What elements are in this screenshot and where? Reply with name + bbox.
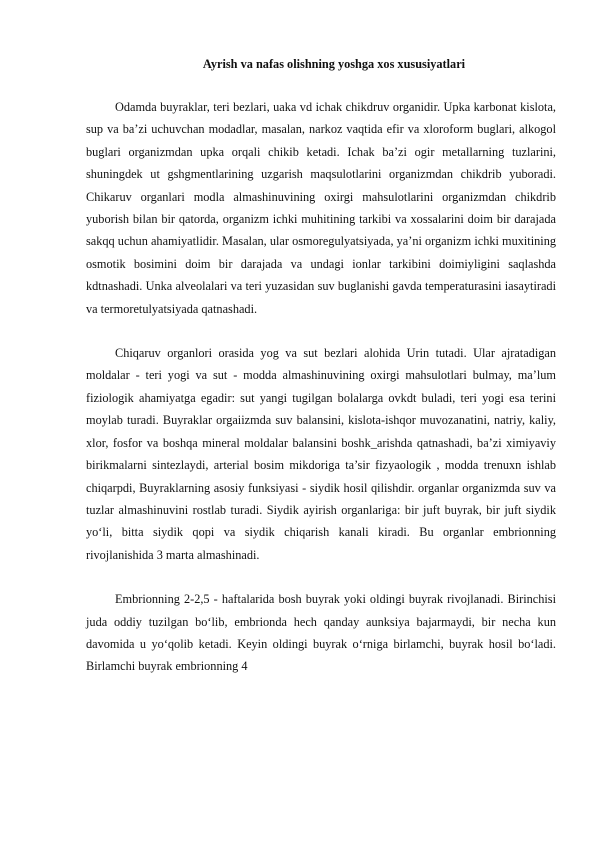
paragraph-2: Chiqaruv organlori orasida yog va sut bezlari alohida Urin tutadi. Ular ajratadigan moldalar - teri yogi va sut - modda almashinuvining oxirgi mahsulotlari bulmay, ma’lum fiziologik ahamiyatga egadir: sut yangi tugilgan bolalarga ovkdt buladi, teri yogi esa terini moylab turadi. Buyraklar orgaiizmda suv balansini, kislota-ishqor muvozanatini, natriy, kaliy, xlor, fosfor va boshqa mineral moldalar balansini boshk_arishda qatnashadi, ba’zi ximiyaviy birikmalarni sintezlaydi, arterial bosim mikdoriga ta’sir fizyaologik , modda trenuxn ishlab chiqarpdi, Buyraklarning asosiy funksiyasi - siydik hosil qilishdir. organlar organizmda suv va tuzlar almashinuvini rostlab turadi. Siydik ayirish organlariga: bir juft buyrak, bir juft siydik yo‘li, bitta siydik qopi va siydik chiqarish kanali kiradi. Bu organlar embrionning rivojlanishida 3 marta almashinadi. [86,346,556,562]
document-page [86,56,556,678]
paragraph-1: Odamda buyraklar, teri bezlari, uaka vd ichak chikdruv organidir. Upka karbonat kislota, sup va ba’zi uchuvchan modadlar, masalan, narkoz vaqtida efir va xloroform buglari, alkogol buglari organizmdan upka orqali chikib ketadi. Ichak ba’zi ogir metallarning tuzlarini, shuningdek ut gshgmentlarining uzgarish maqsulotlarini organizmdan chikdrib yuboradi. Chikaruv organlari modla almashinuvining oxirgi mahsulotlarini organizmdan chikdrib yuborish bilan bir qatorda, organizm ichki muhitining tarkibi va xossalarini doim bir darajada sakqq uchun ahamiyatlidir. Masalan, ular osmoregulyatsiyada, ya’ni organizm ichki muxitining osmotik bosimini doim bir darajada va undagi ionlar tarkibini doimiyligini saqlashda kdtnashadi. Unka alveolalari va teri yuzasidan suv buglanishi gavda temperaturasini iasaytiradi va termoretulyatsiyada qatnashadi. [86,100,556,316]
paragraph-3: Embrionning 2-2,5 - haftalarida bosh buyrak yoki oldingi buyrak rivojlanadi. Birinchisi juda oddiy tuzilgan bo‘lib, embrionda hech qanday aunksiya bajarmaydi, bir necha kun davomida u yo‘qolib ketadi. Keyin oldingi buyrak o‘rniga birlamchi, buyrak hosil bo‘ladi. Birlamchi buyrak embrionning 4 [86,592,556,674]
document-title: Ayrish va nafas olishning yoshga xos xususiyatlari [202,57,466,71]
